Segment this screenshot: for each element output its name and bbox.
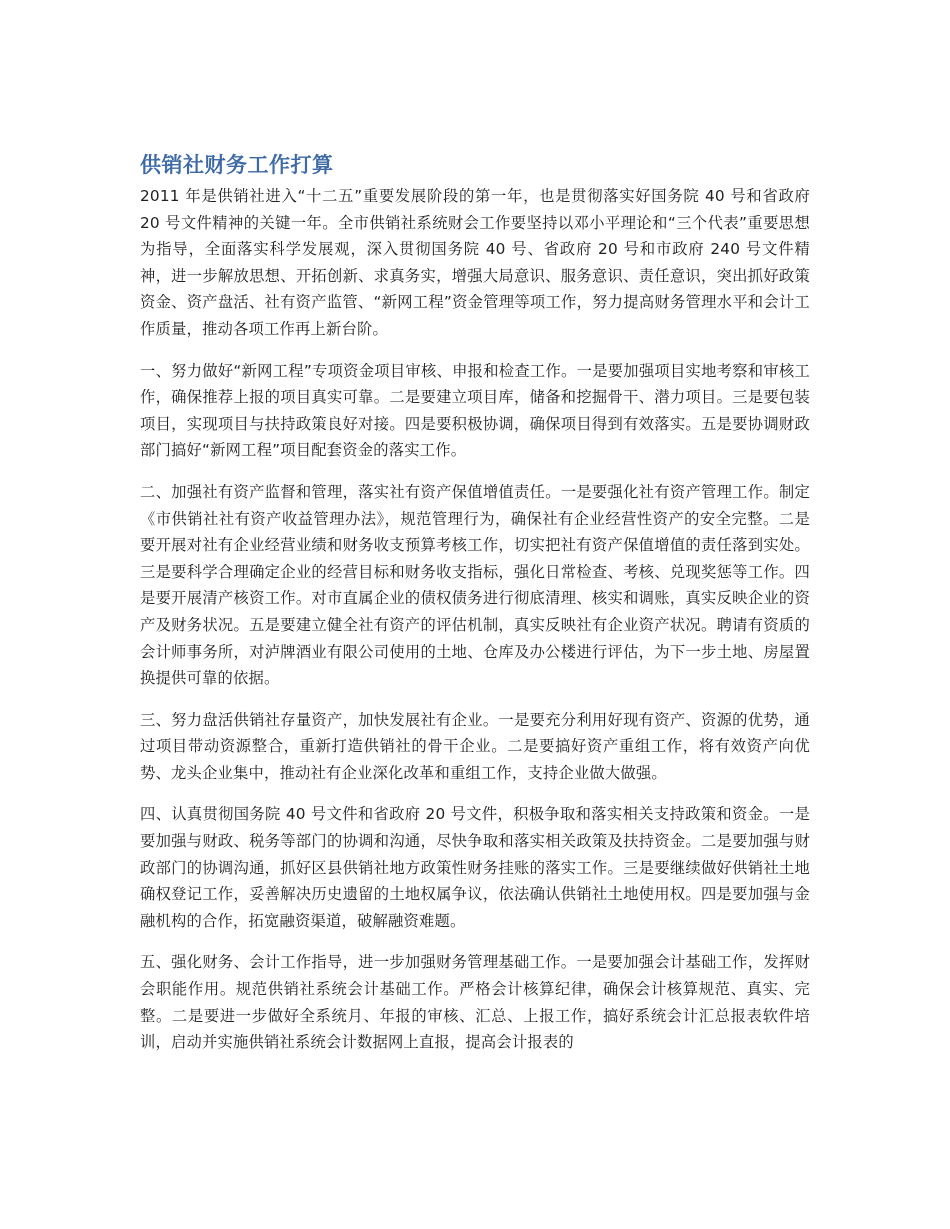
section-4-paragraph: 四、认真贯彻国务院 40 号文件和省政府 20 号文件，积极争取和落实相关支持政策和资金。一是要加强与财政、税务等部门的协调和沟通，尽快争取和落实相关政策及扶持资金。二是要加强与财政部门的协调沟通，抓好区县供销社地方政策性财务挂账的落实工作。三是要继续做好供销社土地确权登记工作，妥善解决历史遗留的土地权属争议，依法确认供销社土地使用权。四是要加强与金融机构的合作，拓宽融资渠道，破解融资难题。 bbox=[140, 805, 810, 930]
section-2-paragraph: 二、加强社有资产监督和管理，落实社有资产保值增值责任。一是要强化社有资产管理工作。制定《市供销社社有资产收益管理办法》，规范管理行为，确保社有企业经营性资产的安全完整。二是要开展对社有企业经营业绩和财务收支预算考核工作，切实把社有资产保值增值的责任落到实处。三是要科学合理确定企业的经营目标和财务收支指标，强化日常检查、考核、兑现奖惩等工作。四是要开展清产核资工作。对市直属企业的债权债务进行彻底清理、核实和调账，真实反映企业的资产及财务状况。五是要建立健全社有资产的评估机制，真实反映社有企业资产状况。聘请有资质的会计师事务所，对泸牌酒业有限公司使用的土地、仓库及办公楼进行评估，为下一步土地、房屋置换提供可靠的依据。 bbox=[140, 482, 810, 688]
section-1-paragraph: 一、努力做好“新网工程”专项资金项目审核、申报和检查工作。一是要加强项目实地考察和审核工作，确保推荐上报的项目真实可靠。二是要建立项目库，储备和挖掘骨干、潜力项目。三是要包装项目，实现项目与扶持政策良好对接。四是要积极协调，确保项目得到有效落实。五是要协调财政部门搞好“新网工程”项目配套资金的落实工作。 bbox=[140, 361, 810, 460]
document-page bbox=[140, 150, 810, 1071]
document-title: 供销社财务工作打算 bbox=[140, 153, 334, 177]
intro-paragraph: 2011 年是供销社进入“十二五”重要发展阶段的第一年，也是贯彻落实好国务院 40 号和省政府 20 号文件精神的关键一年。全市供销社系统财会工作要坚持以邓小平理论和“三个代表”重要思想为指导，全面落实科学发展观，深入贯彻国务院 40 号、省政府 20 号和市政府 240 号文件精神，进一步解放思想、开拓创新、求真务实，增强大局意识、服务意识、责任意识，突出抓好政策资金、资产盘活、社有资产监管、“新网工程”资金管理等项工作，努力提高财务管理水平和会计工作质量，推动各项工作再上新台阶。 bbox=[140, 187, 810, 338]
section-3-paragraph: 三、努力盘活供销社存量资产，加快发展社有企业。一是要充分利用好现有资产、资源的优势，通过项目带动资源整合，重新打造供销社的骨干企业。二是要搞好资产重组工作，将有效资产向优势、龙头企业集中，推动社有企业深化改革和重组工作，支持企业做大做强。 bbox=[140, 710, 810, 782]
section-5-paragraph: 五、强化财务、会计工作指导，进一步加强财务管理基础工作。一是要加强会计基础工作，发挥财会职能作用。规范供销社系统会计基础工作。严格会计核算纪律，确保会计核算规范、真实、完整。二是要进一步做好全系统月、年报的审核、汇总、上报工作，搞好系统会计汇总报表软件培训，启动并实施供销社系统会计数据网上直报，提高会计报表的 bbox=[140, 953, 810, 1052]
